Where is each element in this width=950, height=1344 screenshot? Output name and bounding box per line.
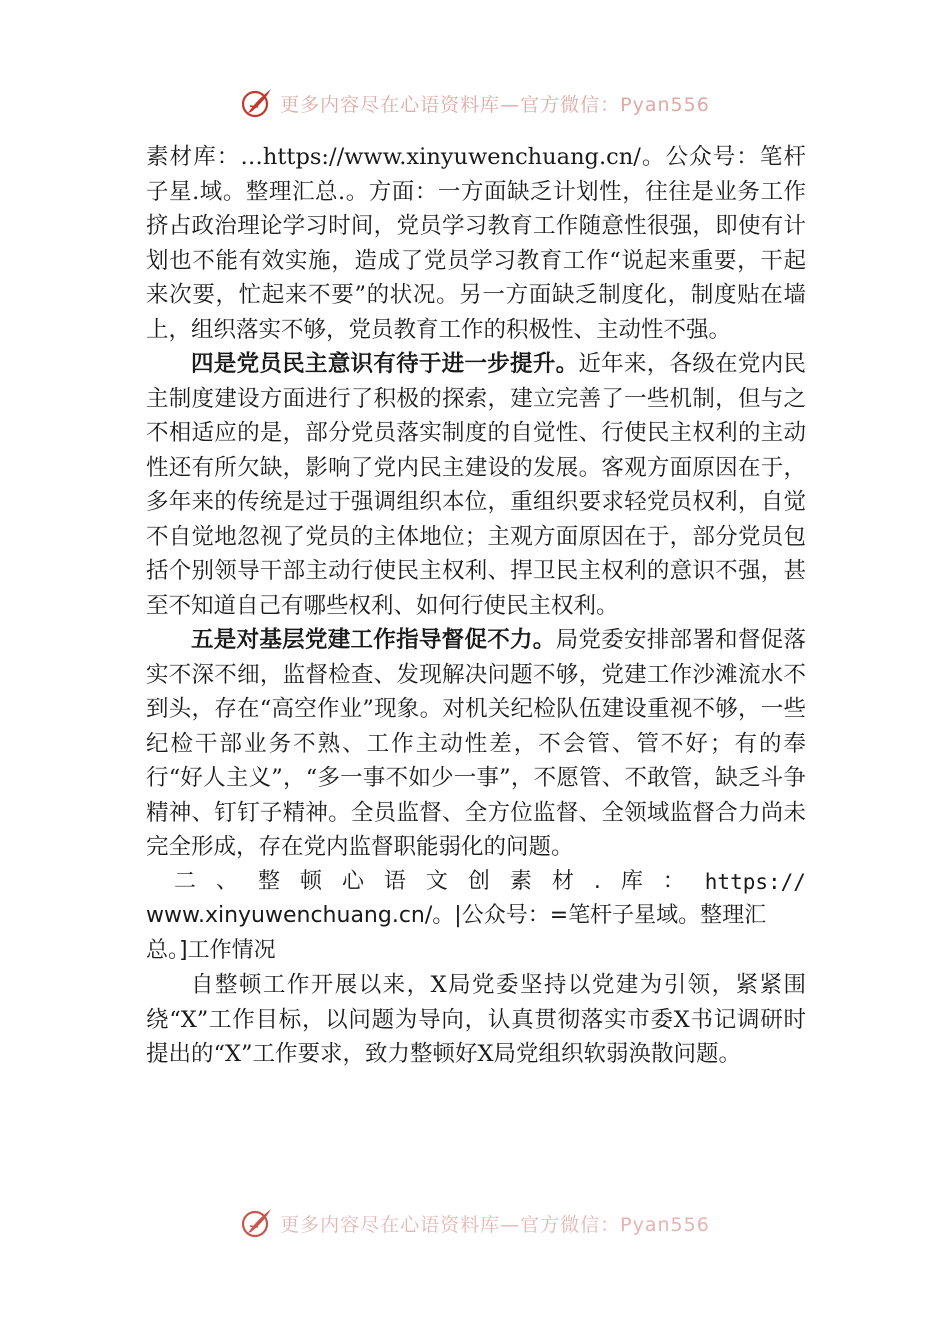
heading-token: 材 (551, 868, 574, 894)
heading-token: 心 (341, 868, 364, 894)
paragraph-4: 自整顿工作开展以来，X局党委坚持以党建为引领，紧紧围绕“X”工作目标，以问题为导向，认真贯彻落实市委X书记调研时提出的“X”工作要求，致力整顿好X局党组织软弱涣散问题。 (146, 972, 806, 1067)
paragraph-3-heading: 五是对基层党建工作指导督促不力。 (191, 627, 556, 653)
heading-token: 语 (383, 868, 406, 894)
heading-token: 素 (509, 868, 532, 894)
heading-token: 整 (257, 868, 280, 894)
heading-token: 创 (467, 868, 490, 894)
paragraph-3 (146, 623, 806, 865)
paragraph-2-heading: 四是党员民主意识有待于进一步提升。 (191, 351, 579, 377)
heading-token: 、 (215, 868, 238, 894)
heading-token: ： (662, 868, 685, 894)
section-2-heading-rest: www.xinyuwenchuang.cn/。|公众号：=笔杆子星域。整理汇总。]工作情况 (146, 903, 767, 963)
section-2-heading-line1 (146, 865, 806, 900)
watermark-text: 更多内容尽在心语资料库—官方微信：Pyan556 (280, 1213, 710, 1236)
watermark-text: 更多内容尽在心语资料库—官方微信：Pyan556 (280, 93, 710, 116)
heading-token: 库 (620, 868, 643, 894)
watermark-banner-bottom (0, 1203, 950, 1243)
paragraph-2-body: 近年来，各级在党内民主制度建设方面进行了积极的探索，建立完善了一些机制，但与之不相适应的是，部分党员落实制度的自觉性、行使民主权利的主动性还有所欠缺，影响了党内民主建设的发展。客观方面原因在于，多年来的传统是过于强调组织本位，重组织要求轻党员权利，自觉不自觉地忽视了党员的主体地位；主观方面原因在于，部分党员包括个别领导干部主动行使民主权利、捍卫民主权利的意识不强，甚至不知道自己有哪些权利、如何行使民主权利。 (146, 351, 806, 619)
heading-token-url: https:// (704, 869, 806, 894)
watermark-banner-top (0, 83, 950, 123)
quill-pen-logo-icon (240, 86, 274, 120)
section-2-heading (146, 865, 806, 969)
document-body (146, 140, 806, 1072)
heading-token: 文 (425, 868, 448, 894)
paragraph-3-body: 局党委安排部署和督促落实不深不细，监督检查、发现解决问题不够，党建工作沙滩流水不到头，存在“高空作业”现象。对机关纪检队伍建设重视不够，一些纪检干部业务不熟、工作主动性差，不会管、管不好；有的奉行“好人主义”，“多一事不如少一事”，不愿管、不敢管，缺乏斗争精神、钉钉子精神。全员监督、全方位监督、全领域监督合力尚未完全形成，存在党内监督职能弱化的问题。 (146, 627, 806, 860)
paragraph-2 (146, 347, 806, 623)
paragraph-1: 素材库：…https://www.xinyuwenchuang.cn/。公众号：笔杆子星.域。整理汇总.。方面：一方面缺乏计划性，往往是业务工作挤占政治理论学习时间，党员学习教育工作随意性很强，即使有计划也不能有效实施，造成了党员学习教育工作“说起来重要，干起来次要，忙起来不要”的状况。另一方面缺乏制度化，制度贴在墙上，组织落实不够，党员教育工作的积极性、主动性不强。 (146, 144, 806, 343)
heading-token: 二 (174, 868, 197, 894)
quill-pen-logo-icon (240, 1206, 274, 1240)
heading-token: . (593, 868, 601, 894)
heading-token: 顿 (299, 868, 322, 894)
